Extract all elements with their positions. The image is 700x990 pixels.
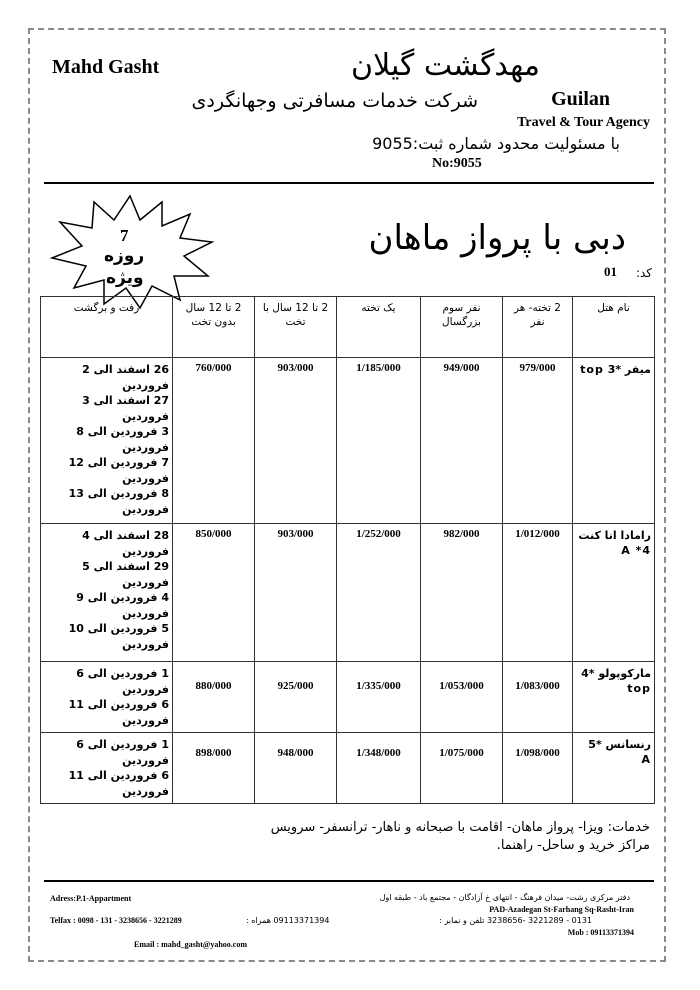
dates-cell [41, 662, 173, 733]
brand-persian: مهدگشت گیلان [351, 48, 540, 83]
price-single: 1/185/000 [337, 358, 421, 524]
price-child-no-bed: 898/000 [173, 733, 255, 804]
telfax-english: Telfax : 0098 - 131 - 3238656 - 3221289 [50, 916, 182, 925]
address-english: Adress:P.1-Appartment [50, 894, 132, 903]
badge-days-number: 7 [120, 226, 129, 245]
date-range: 1 فروردین الی 6 فروردین [76, 667, 169, 696]
mobile-persian: 09113371394 همراه : [246, 916, 330, 925]
price-child-no-bed: 850/000 [173, 524, 255, 662]
column-header-single: یک تخته [337, 297, 421, 358]
header-divider [44, 182, 654, 184]
column-header-double: 2 تخته- هر نفر [503, 297, 573, 358]
date-range: 7 فروردین الی 12 فروردین [68, 456, 169, 485]
column-header-child-no-bed: 2 تا 12 سال بدون تخت [173, 297, 255, 358]
column-header-dates: رفت و برگشت [41, 297, 173, 358]
price-single: 1/335/000 [337, 662, 421, 733]
price-double: 1/012/000 [503, 524, 573, 662]
table-row [41, 733, 655, 804]
hotel-name: میفر *3 top [573, 358, 655, 524]
services-line-1: خدمات: ویزا- پرواز ماهان- اقامت با صبحانه و ناهار- ترانسفر- سرویس [270, 820, 650, 835]
services-line-2: مراکز خرید و ساحل- راهنما. [496, 838, 650, 853]
date-range: 26 اسفند الی 2 فروردین [82, 363, 169, 392]
price-child-with-bed: 903/000 [255, 358, 337, 524]
dates-cell [41, 358, 173, 524]
company-persian: شرکت خدمات مسافرتی وجهانگردی [191, 90, 478, 112]
mobile-english: Mob : 09113371394 [567, 928, 634, 937]
badge-special: ویژه [106, 268, 144, 288]
date-range: 3 فروردین الی 8 فروردین [76, 425, 169, 454]
table-row [41, 662, 655, 733]
date-range: 29 اسفند الی 5 فروردین [82, 560, 169, 589]
column-header-child-with-bed: 2 تا 12 سال با تخت [255, 297, 337, 358]
date-range: 27 اسفند الی 3 فروردین [82, 394, 169, 423]
dates-cell [41, 733, 173, 804]
date-range: 6 فروردین الی 11 فروردین [68, 769, 169, 798]
table-row [41, 524, 655, 662]
dates-cell [41, 524, 173, 662]
registration-persian: با مسئولیت محدود شماره ثبت:9055 [372, 134, 620, 153]
table-row [41, 358, 655, 524]
price-single: 1/348/000 [337, 733, 421, 804]
price-child-with-bed: 948/000 [255, 733, 337, 804]
brand-english: Mahd Gasht [52, 56, 160, 78]
price-child-with-bed: 903/000 [255, 524, 337, 662]
price-child-with-bed: 925/000 [255, 662, 337, 733]
date-range: 4 فروردین الی 9 فروردین [76, 591, 169, 620]
price-third-adult: 1/053/000 [421, 662, 503, 733]
price-single: 1/252/000 [337, 524, 421, 662]
tour-title: دبی با پرواز ماهان [368, 218, 626, 258]
company-english-guilan: Guilan [551, 88, 610, 110]
date-range: 28 اسفند الی 4 فروردین [82, 529, 169, 558]
hotel-name: مارکوپولو *4 top [573, 662, 655, 733]
column-header-hotel: نام هتل [573, 297, 655, 358]
price-double: 1/098/000 [503, 733, 573, 804]
hotel-name: رنسانس *5 A [573, 733, 655, 804]
price-child-no-bed: 760/000 [173, 358, 255, 524]
phone-persian: 0131 - 3221289 -3238656 تلفن و نمابر : [439, 916, 592, 925]
code-value: 01 [604, 264, 617, 279]
price-third-adult: 982/000 [421, 524, 503, 662]
address-english-2: PAD-Azadegan St-Farhang Sq-Rasht-Iran [489, 905, 634, 914]
registration-number: No:9055 [432, 156, 482, 171]
price-double: 979/000 [503, 358, 573, 524]
price-third-adult: 949/000 [421, 358, 503, 524]
table-header-row [41, 297, 655, 358]
email-address: Email : mahd_gasht@yahoo.com [134, 940, 248, 949]
price-table [40, 296, 655, 804]
date-range: 6 فروردین الی 11 فروردین [68, 698, 169, 727]
date-range: 5 فروردین الی 10 فروردین [68, 622, 169, 651]
date-range: 8 فروردین الی 13 فروردین [68, 487, 169, 516]
badge-days-word: روزه [104, 246, 145, 266]
price-child-no-bed: 880/000 [173, 662, 255, 733]
footer-divider [44, 880, 654, 882]
column-header-third-adult: نفر سوم بزرگسال [421, 297, 503, 358]
price-double: 1/083/000 [503, 662, 573, 733]
hotel-name: رامادا انا کنت A *4 [573, 524, 655, 662]
code-label: کد: [635, 266, 652, 280]
address-persian: دفتر مرکزی رشت- میدان فرهنگ - انتهای خ آزادگان - مجتمع باد - طبقه اول [379, 893, 630, 902]
price-third-adult: 1/075/000 [421, 733, 503, 804]
company-english-tagline: Travel & Tour Agency [517, 115, 650, 130]
date-range: 1 فروردین الی 6 فروردین [76, 738, 169, 767]
